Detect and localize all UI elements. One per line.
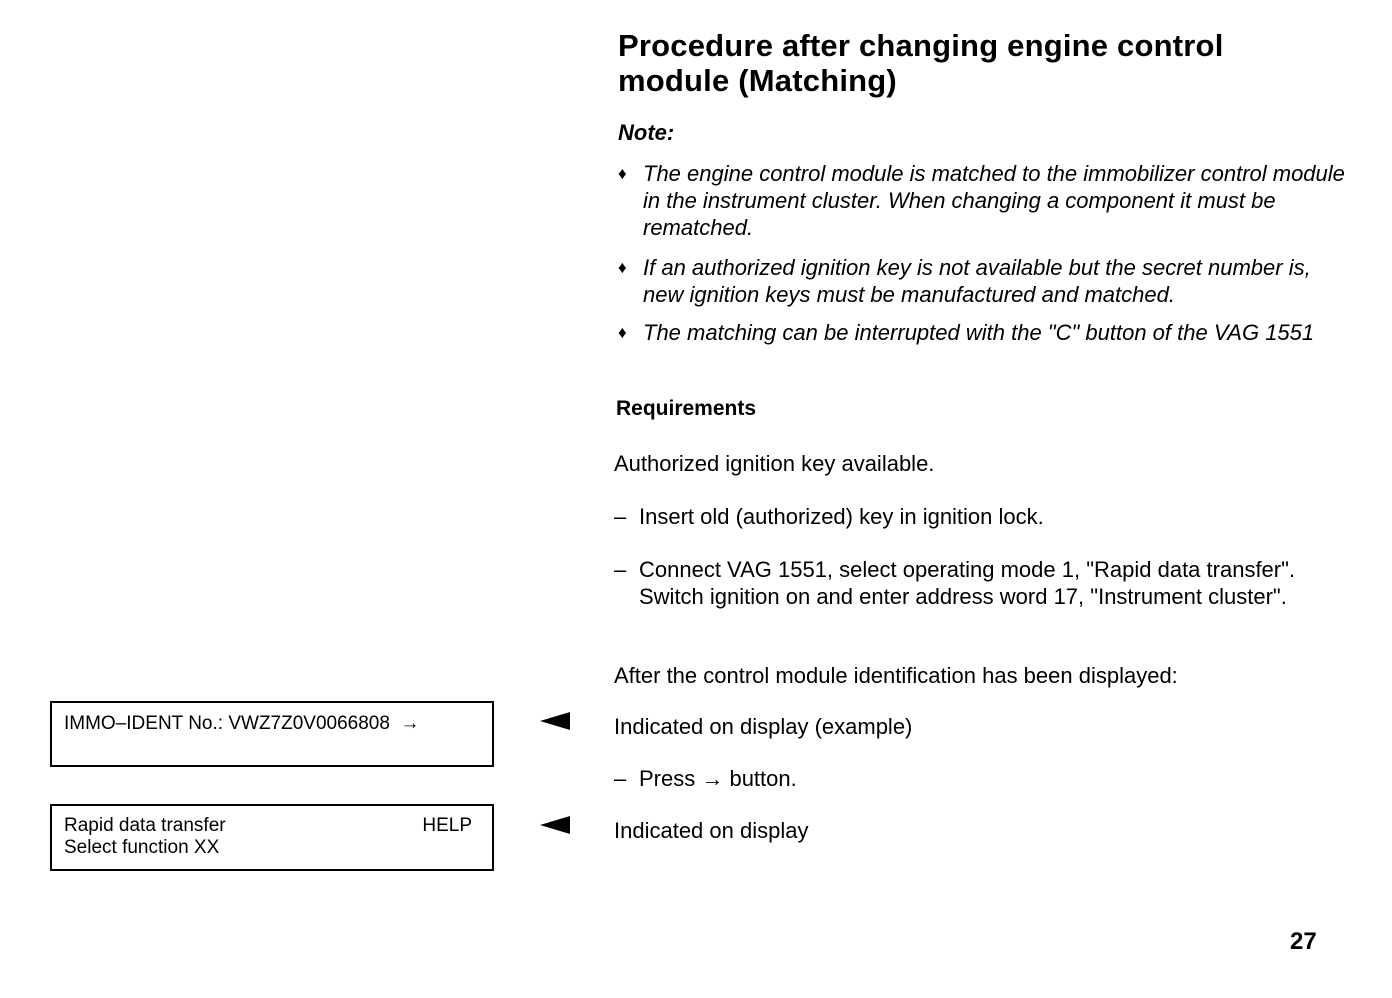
indicated-text: Indicated on display — [614, 818, 809, 843]
diamond-bullet-icon: ♦ — [618, 258, 627, 277]
note-heading: Note: — [618, 120, 675, 145]
note-bullet-text: If an authorized ignition key is not available but the secret number is, new ignition keys must be manufactured and matched. — [643, 255, 1311, 307]
indicated-example-text: Indicated on display (example) — [614, 714, 913, 739]
requirements-heading: Requirements — [616, 397, 757, 420]
title-line-2: module (Matching) — [618, 63, 897, 98]
page-title — [618, 28, 1358, 98]
pointer-arrow-icon — [540, 712, 570, 730]
step-press-button — [614, 765, 1354, 792]
dash-marker: – — [614, 557, 627, 582]
requirements-text: Authorized ignition key available. — [614, 451, 935, 476]
note-bullet — [618, 254, 1353, 308]
diamond-bullet-icon: ♦ — [618, 323, 627, 342]
step-connect-vag — [614, 556, 1354, 610]
step-insert-key — [614, 503, 1354, 530]
step-text: Connect VAG 1551, select operating mode 1, "Rapid data transfer". Switch ignition on and enter address word 17, "Instrument cluster". — [639, 557, 1296, 609]
note-bullet — [618, 319, 1353, 346]
step-text: Insert old (authorized) key in ignition lock. — [639, 504, 1044, 529]
page-number: 27 — [1290, 928, 1317, 955]
step-text: Press → button. — [639, 766, 797, 791]
note-bullet-text: The engine control module is matched to the immobilizer control module in the instrument cluster. When changing a component it must be rematched. — [643, 161, 1345, 240]
pointer-arrow-icon — [540, 816, 570, 834]
note-bullet-text: The matching can be interrupted with the "C" button of the VAG 1551 — [643, 320, 1315, 345]
title-line-1: Procedure after changing engine control — [618, 28, 1224, 63]
note-bullet — [618, 160, 1353, 241]
display-box-immo-ident — [50, 701, 494, 767]
after-identification-text: After the control module identification has been displayed: — [614, 663, 1178, 688]
display-immo-ident-text: IMMO–IDENT No.: VWZ7Z0V0066808 → — [64, 713, 420, 734]
display-help-label: HELP — [422, 815, 472, 836]
dash-marker: – — [614, 504, 627, 529]
dash-marker: – — [614, 766, 627, 791]
display-line-2: Select function XX — [64, 837, 220, 858]
display-box-rapid-transfer — [50, 804, 494, 871]
diamond-bullet-icon: ♦ — [618, 164, 627, 183]
display-line-1: Rapid data transfer — [64, 815, 226, 836]
